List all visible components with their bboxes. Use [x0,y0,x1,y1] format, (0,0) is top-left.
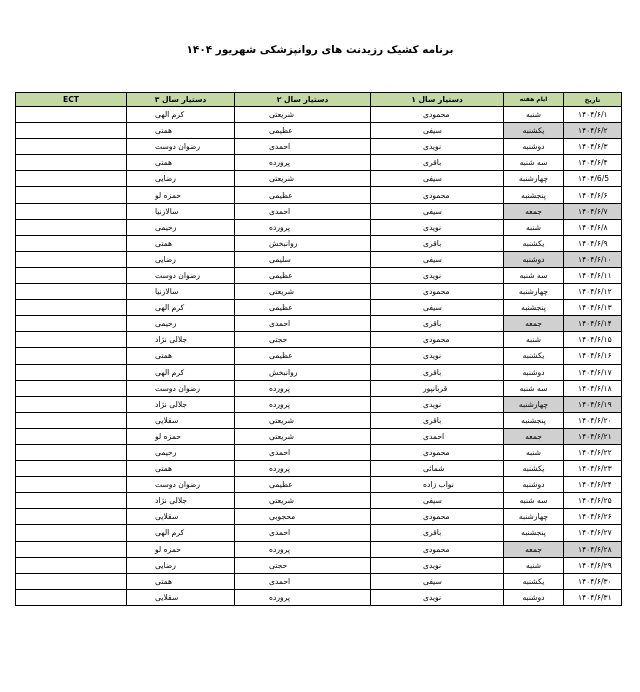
day-cell: سه شنبه [504,267,564,283]
table-row [16,541,622,557]
ect-cell [16,123,127,139]
year2-cell: پرورده [235,155,371,171]
ect-cell [16,251,127,267]
year1-cell: نویدی [371,348,504,364]
ect-cell [16,139,127,155]
table-row [16,316,622,332]
table-row [16,364,622,380]
year2-cell: محجوبی [235,509,371,525]
date-cell: ۱۴۰۴/۶/۳ [564,139,622,155]
year3-cell: رحیمی [127,316,235,332]
date-cell: ۱۴۰۴/6/5 [564,171,622,187]
ect-cell [16,171,127,187]
year3-cell: همتی [127,235,235,251]
date-cell: ۱۴۰۴/۶/۲۹ [564,557,622,573]
ect-cell [16,444,127,460]
header-year2: دستیار سال ۲ [235,93,371,107]
year3-cell: همتی [127,573,235,589]
year1-cell: محمودی [371,284,504,300]
ect-cell [16,557,127,573]
day-cell: یکشنبه [504,461,564,477]
year1-cell: سیفی [371,171,504,187]
page-title: برنامه کشیک رزیدنت های روانپزشکی شهریور ۱۴۰۴ [186,44,454,56]
year1-cell: نویدی [371,396,504,412]
ect-cell [16,428,127,444]
date-cell: ۱۴۰۴/۶/۱۵ [564,332,622,348]
day-cell: دوشنبه [504,589,564,605]
date-cell: ۱۴۰۴/۶/۱۱ [564,267,622,283]
year3-cell: حمزه لو [127,187,235,203]
day-cell: سه شنبه [504,155,564,171]
table-row [16,461,622,477]
year1-cell: نویدی [371,139,504,155]
table-row [16,155,622,171]
year2-cell: پرورده [235,380,371,396]
day-cell: شنبه [504,444,564,460]
year3-cell: رضایی [127,171,235,187]
table-row [16,412,622,428]
ect-cell [16,267,127,283]
day-cell: جمعه [504,541,564,557]
year2-cell: پرورده [235,589,371,605]
year3-cell: رضوان دوست [127,380,235,396]
day-cell: جمعه [504,203,564,219]
year3-cell: جلالی نژاد [127,396,235,412]
ect-cell [16,364,127,380]
year3-cell: رضایی [127,251,235,267]
year2-cell: احمدی [235,203,371,219]
year1-cell: نویدی [371,557,504,573]
year3-cell: سالارنیا [127,284,235,300]
date-cell: ۱۴۰۴/۶/۲۴ [564,477,622,493]
year2-cell: عظیمی [235,300,371,316]
year2-cell: شریعتی [235,284,371,300]
day-cell: سه شنبه [504,380,564,396]
table-row [16,525,622,541]
date-cell: ۱۴۰۴/۶/۴ [564,155,622,171]
year3-cell: جلالی نژاد [127,332,235,348]
year2-cell: روانبخش [235,364,371,380]
year2-cell: احمدی [235,573,371,589]
table-row [16,589,622,605]
ect-cell [16,412,127,428]
day-cell: پنجشنبه [504,187,564,203]
year2-cell: شریعتی [235,171,371,187]
table-row [16,300,622,316]
year1-cell: محمودی [371,187,504,203]
year3-cell: سقلایی [127,412,235,428]
day-cell: سه شنبه [504,493,564,509]
day-cell: دوشنبه [504,364,564,380]
table-header-row [16,93,622,107]
table-row [16,557,622,573]
year3-cell: کرم الهی [127,364,235,380]
year2-cell: شریعتی [235,412,371,428]
year2-cell: پرورده [235,461,371,477]
year1-cell: سیفی [371,493,504,509]
year2-cell: عظیمی [235,267,371,283]
ect-cell [16,589,127,605]
table-row [16,203,622,219]
year2-cell: عظیمی [235,348,371,364]
year2-cell: شریعتی [235,107,371,123]
day-cell: چهارشنبه [504,396,564,412]
table-row [16,251,622,267]
year2-cell: حجتی [235,557,371,573]
date-cell: ۱۴۰۴/۶/۱۴ [564,316,622,332]
table-row [16,123,622,139]
date-cell: ۱۴۰۴/۶/۱ [564,107,622,123]
day-cell: پنجشنبه [504,525,564,541]
ect-cell [16,332,127,348]
year3-cell: همتی [127,461,235,477]
year3-cell: کرم الهی [127,525,235,541]
day-cell: شنبه [504,219,564,235]
table-row [16,219,622,235]
day-cell: چهارشنبه [504,509,564,525]
table-row [16,444,622,460]
ect-cell [16,155,127,171]
table-row [16,284,622,300]
year3-cell: کرم الهی [127,107,235,123]
header-ect: ECT [16,93,127,107]
year2-cell: احمدی [235,444,371,460]
day-cell: چهارشنبه [504,171,564,187]
table-row [16,396,622,412]
ect-cell [16,477,127,493]
date-cell: ۱۴۰۴/۶/۱۲ [564,284,622,300]
header-day: ایام هفته [504,93,564,107]
year3-cell: رضوان دوست [127,267,235,283]
day-cell: چهارشنبه [504,284,564,300]
year3-cell: رحیمی [127,219,235,235]
day-cell: شنبه [504,332,564,348]
year1-cell: محمودی [371,541,504,557]
ect-cell [16,541,127,557]
ect-cell [16,316,127,332]
day-cell: یکشنبه [504,123,564,139]
ect-cell [16,525,127,541]
day-cell: دوشنبه [504,251,564,267]
year1-cell: باقری [371,525,504,541]
year3-cell: همتی [127,155,235,171]
year2-cell: شریعتی [235,428,371,444]
year1-cell: باقری [371,235,504,251]
year2-cell: احمدی [235,525,371,541]
ect-cell [16,509,127,525]
ect-cell [16,235,127,251]
date-cell: ۱۴۰۴/۶/۲ [564,123,622,139]
year3-cell: همتی [127,123,235,139]
table-row [16,477,622,493]
schedule-table [15,92,622,606]
ect-cell [16,107,127,123]
year2-cell: پرورده [235,219,371,235]
year1-cell: سیفی [371,573,504,589]
year2-cell: پرورده [235,396,371,412]
table-row [16,509,622,525]
day-cell: یکشنبه [504,235,564,251]
ect-cell [16,493,127,509]
header-year1: دستیار سال ۱ [371,93,504,107]
table-row [16,187,622,203]
year1-cell: محمودی [371,332,504,348]
table-row [16,267,622,283]
year3-cell: رحیمی [127,444,235,460]
date-cell: ۱۴۰۴/۶/۱۷ [564,364,622,380]
day-cell: شنبه [504,557,564,573]
day-cell: شنبه [504,107,564,123]
year1-cell: محمودی [371,107,504,123]
day-cell: دوشنبه [504,139,564,155]
day-cell: جمعه [504,428,564,444]
date-cell: ۱۴۰۴/۶/۹ [564,235,622,251]
year1-cell: نویدی [371,589,504,605]
year1-cell: باقری [371,155,504,171]
year3-cell: همتی [127,348,235,364]
year2-cell: پرورده [235,541,371,557]
date-cell: ۱۴۰۴/۶/۱۳ [564,300,622,316]
year2-cell: احمدی [235,316,371,332]
day-cell: یکشنبه [504,573,564,589]
date-cell: ۱۴۰۴/۶/۲۶ [564,509,622,525]
table-row [16,493,622,509]
year3-cell: جلالی نژاد [127,493,235,509]
year3-cell: حمزه لو [127,541,235,557]
date-cell: ۱۴۰۴/۶/۲۲ [564,444,622,460]
date-cell: ۱۴۰۴/۶/۲۳ [564,461,622,477]
date-cell: ۱۴۰۴/۶/۲۱ [564,428,622,444]
date-cell: ۱۴۰۴/۶/۱۰ [564,251,622,267]
year3-cell: رضوان دوست [127,477,235,493]
year2-cell: عظیمی [235,123,371,139]
table-row [16,428,622,444]
table-row [16,139,622,155]
year1-cell: باقری [371,412,504,428]
year1-cell: سیفی [371,251,504,267]
ect-cell [16,461,127,477]
ect-cell [16,573,127,589]
year2-cell: شریعتی [235,493,371,509]
table-row [16,107,622,123]
year2-cell: عظیمی [235,187,371,203]
year3-cell: رضایی [127,557,235,573]
year2-cell: روانبخش [235,235,371,251]
year1-cell: محمودی [371,444,504,460]
date-cell: ۱۴۰۴/۶/۱۸ [564,380,622,396]
date-cell: ۱۴۰۴/۶/۲۵ [564,493,622,509]
year3-cell: سقلایی [127,589,235,605]
ect-cell [16,396,127,412]
date-cell: ۱۴۰۴/۶/۳۱ [564,589,622,605]
day-cell: یکشنبه [504,348,564,364]
table-row [16,171,622,187]
ect-cell [16,284,127,300]
year3-cell: رضوان دوست [127,139,235,155]
year1-cell: سیفی [371,203,504,219]
date-cell: ۱۴۰۴/۶/۲۷ [564,525,622,541]
table-row [16,235,622,251]
ect-cell [16,203,127,219]
date-cell: ۱۴۰۴/۶/۱۶ [564,348,622,364]
year3-cell: سقلایی [127,509,235,525]
year1-cell: باقری [371,316,504,332]
header-year3: دستیار سال ۳ [127,93,235,107]
ect-cell [16,187,127,203]
year2-cell: سلیمی [235,251,371,267]
ect-cell [16,380,127,396]
ect-cell [16,348,127,364]
table-row [16,348,622,364]
date-cell: ۱۴۰۴/۶/۲۰ [564,412,622,428]
year3-cell: کرم الهی [127,300,235,316]
year1-cell: شمائی [371,461,504,477]
year1-cell: نویدی [371,219,504,235]
year1-cell: نویدی [371,267,504,283]
day-cell: پنجشنبه [504,300,564,316]
date-cell: ۱۴۰۴/۶/۶ [564,187,622,203]
day-cell: پنجشنبه [504,412,564,428]
day-cell: جمعه [504,316,564,332]
date-cell: ۱۴۰۴/۶/۱۹ [564,396,622,412]
date-cell: ۱۴۰۴/۶/۷ [564,203,622,219]
table-row [16,380,622,396]
header-date: تاریخ [564,93,622,107]
ect-cell [16,219,127,235]
year1-cell: احمدی [371,428,504,444]
year1-cell: باقری [371,364,504,380]
ect-cell [16,300,127,316]
year1-cell: محمودی [371,509,504,525]
year2-cell: حجتی [235,332,371,348]
date-cell: ۱۴۰۴/۶/۸ [564,219,622,235]
year3-cell: سالارنیا [127,203,235,219]
year2-cell: احمدی [235,139,371,155]
date-cell: ۱۴۰۴/۶/۳۰ [564,573,622,589]
table-row [16,332,622,348]
year1-cell: سیفی [371,123,504,139]
year1-cell: سیفی [371,300,504,316]
year1-cell: قربانپور [371,380,504,396]
year2-cell: عظیمی [235,477,371,493]
date-cell: ۱۴۰۴/۶/۲۸ [564,541,622,557]
year3-cell: حمزه لو [127,428,235,444]
day-cell: دوشنبه [504,477,564,493]
year1-cell: نواب زاده [371,477,504,493]
table-row [16,573,622,589]
